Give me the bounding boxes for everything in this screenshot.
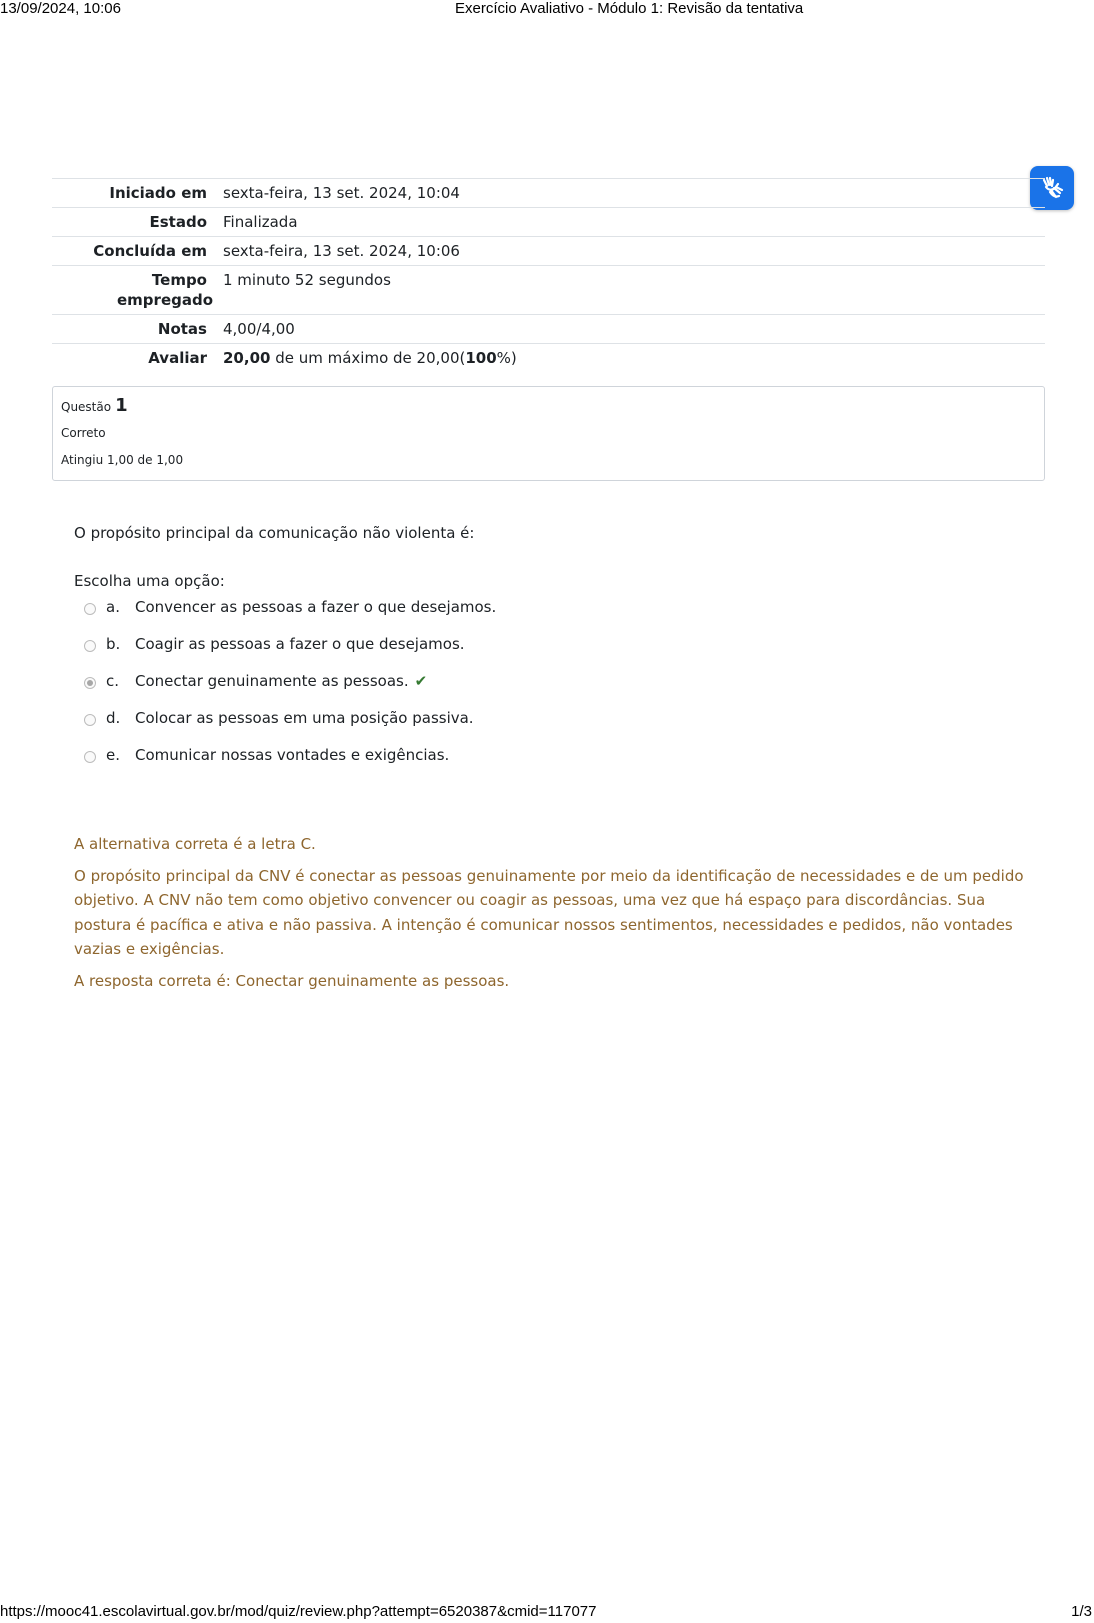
summary-label: Iniciado em: [109, 184, 207, 202]
radio-button[interactable]: [84, 751, 96, 763]
answer-letter: b.: [106, 635, 121, 653]
answer-text: Coagir as pessoas a fazer o que desejamos.: [135, 635, 465, 653]
grade-end: %): [496, 349, 517, 367]
summary-value: 4,00/4,00: [223, 320, 295, 338]
question-number-value: 1: [115, 395, 128, 416]
print-header: [0, 0, 1094, 20]
grade-percent: 100: [465, 349, 497, 367]
summary-label: [52, 266, 214, 315]
question-feedback: [74, 832, 1024, 1000]
radio-button[interactable]: [84, 714, 96, 726]
answer-letter: d.: [106, 709, 121, 727]
summary-value: Finalizada: [223, 213, 298, 231]
attempt-summary-table: [52, 178, 1045, 372]
summary-row-marks: [52, 315, 1045, 344]
answer-prompt: Escolha uma opção:: [74, 572, 225, 590]
feedback-right-answer: A resposta correta é: Conectar genuinamente as pessoas.: [74, 971, 510, 990]
print-page-number: 1/3: [1071, 1603, 1092, 1620]
print-url: https://mooc41.escolavirtual.gov.br/mod/quiz/review.php?attempt=6520387&cmid=117077: [0, 1603, 597, 1620]
summary-row-started: [52, 179, 1045, 208]
summary-label: Estado: [149, 213, 207, 231]
answer-text-wrapper: [135, 672, 427, 690]
summary-value: sexta-feira, 13 set. 2024, 10:04: [223, 184, 460, 202]
grade-middle: de um máximo de 20,00(: [270, 349, 466, 367]
answer-text: Colocar as pessoas em uma posição passiva.: [135, 709, 474, 727]
summary-label: Concluída em: [93, 242, 207, 260]
answer-text: Comunicar nossas vontades e exigências.: [135, 746, 450, 764]
question-number-label: Questão: [61, 400, 112, 414]
print-footer: [0, 1601, 1094, 1623]
summary-value: 1 minuto 52 segundos: [223, 271, 391, 289]
grade-value: 20,00: [223, 349, 271, 367]
radio-button-selected[interactable]: [84, 677, 96, 689]
check-icon: ✔: [414, 672, 428, 690]
answer-text: Convencer as pessoas a fazer o que desejamos.: [135, 598, 497, 616]
feedback-explanation: O propósito principal da CNV é conectar as pessoas genuinamente por meio da identificação de necessidades e de um pedido objetivo. A CNV não tem como objetivo convencer ou coagir as pessoas, uma vez que há espaço para discordâncias. Sua postura é pacífica e ativa e não passiva. A intenção é comunicar nossos sentimentos, necessidades e pedidos, não vontades vazias e exigências.: [74, 866, 1024, 958]
summary-row-grade: [52, 344, 1045, 373]
question-number: [61, 395, 128, 416]
question-grade: Atingiu 1,00 de 1,00: [61, 453, 184, 467]
answer-letter: a.: [106, 598, 120, 616]
summary-label: Avaliar: [148, 349, 207, 367]
summary-label-text: Tempo empregado: [117, 271, 214, 309]
summary-value: [207, 344, 1045, 373]
answer-letter: e.: [106, 746, 120, 764]
radio-button[interactable]: [84, 603, 96, 615]
question-info-box: [52, 386, 1045, 481]
question-text: O propósito principal da comunicação não violenta é:: [74, 524, 475, 542]
print-datetime: 13/09/2024, 10:06: [0, 0, 121, 17]
question-state: Correto: [61, 426, 106, 440]
summary-row-time-taken: [52, 266, 1045, 315]
summary-value: sexta-feira, 13 set. 2024, 10:06: [223, 242, 460, 260]
summary-label: Notas: [157, 320, 207, 338]
summary-row-state: [52, 208, 1045, 237]
answer-letter: c.: [106, 672, 120, 690]
radio-button[interactable]: [84, 640, 96, 652]
feedback-correct-letter: A alternativa correta é a letra C.: [74, 835, 316, 853]
summary-row-completed: [52, 237, 1045, 266]
answer-text: Conectar genuinamente as pessoas.: [135, 672, 409, 690]
print-page-title: Exercício Avaliativo - Módulo 1: Revisão da tentativa: [455, 0, 804, 17]
